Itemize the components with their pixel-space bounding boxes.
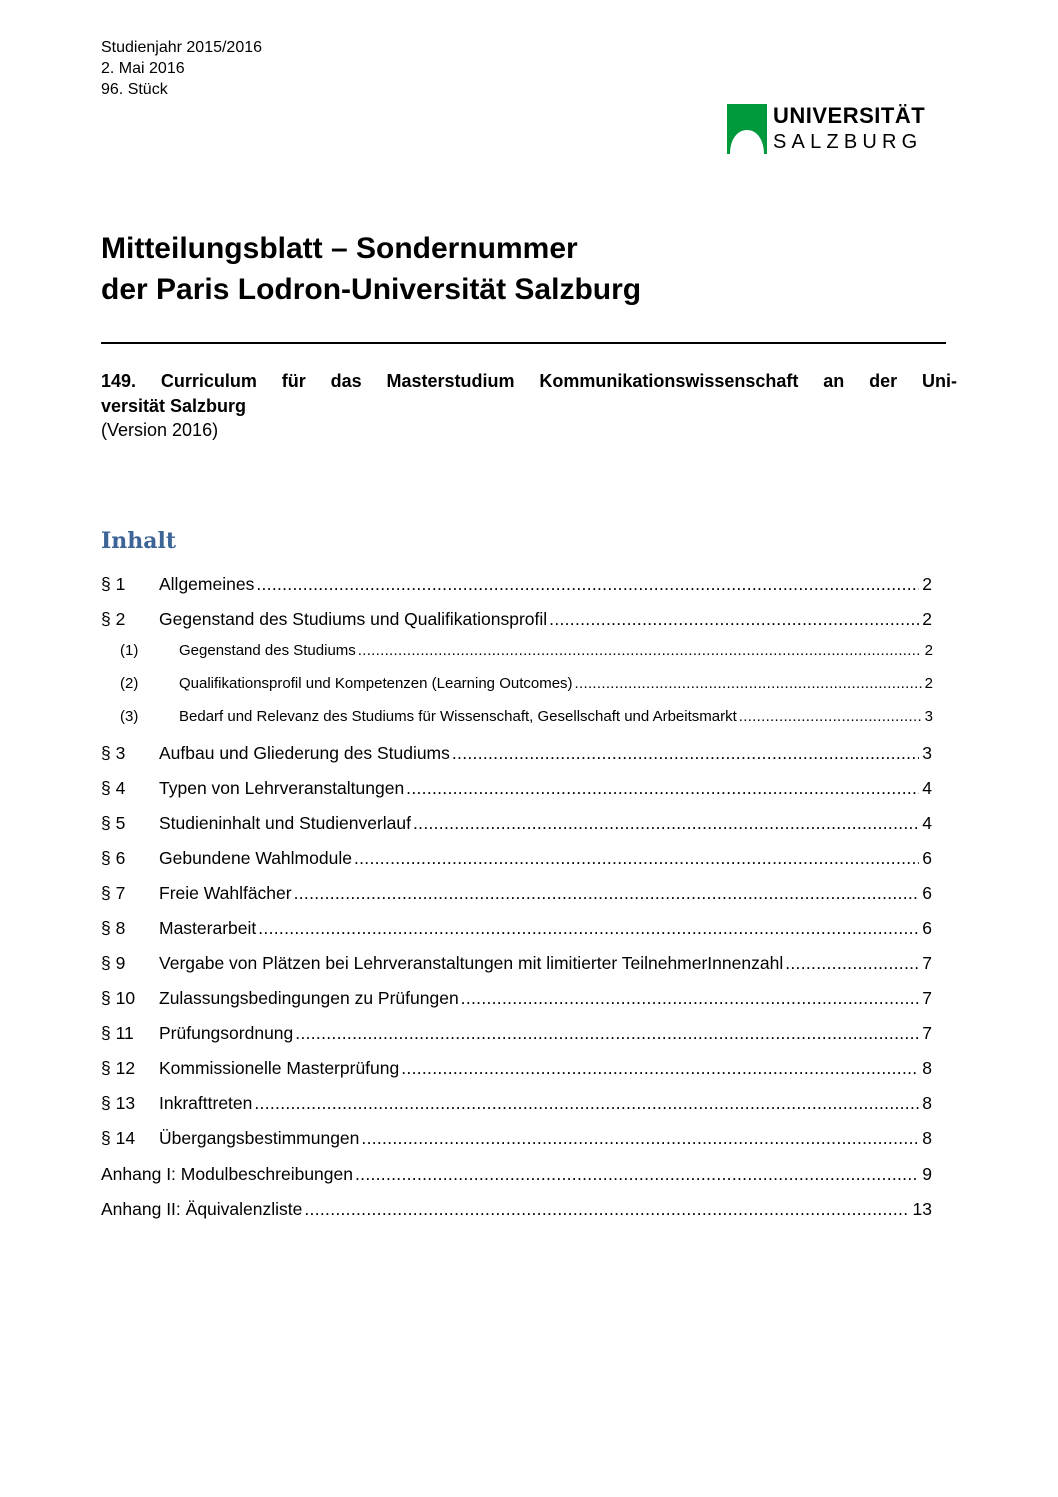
toc-entry-leader-dots — [294, 881, 920, 905]
toc-entry-label: Typen von Lehrveranstaltungen — [159, 778, 405, 798]
toc-entry-leader-dots — [295, 1021, 919, 1045]
toc-entry-number: § 13 — [101, 1093, 136, 1113]
toc-entry[interactable] — [101, 1197, 932, 1221]
toc-entry-number: § 4 — [101, 778, 126, 798]
curriculum-version: (Version 2016) — [101, 420, 219, 440]
toc-entry-page: 4 — [922, 778, 932, 798]
issue-number: 96. Stück — [101, 81, 168, 98]
toc-entry-page: 3 — [924, 708, 933, 725]
toc-entry-leader-dots — [401, 1056, 919, 1080]
toc-entry-number: § 14 — [101, 1128, 136, 1148]
toc-entry-page: 7 — [922, 1023, 932, 1043]
toc-entry-number: § 12 — [101, 1058, 136, 1078]
toc-entry-page: 4 — [922, 813, 932, 833]
toc-entry[interactable] — [101, 881, 932, 905]
toc-entry[interactable] — [101, 916, 932, 940]
curriculum-title-word: Masterstudium — [386, 371, 515, 391]
toc-entry[interactable] — [101, 1056, 932, 1080]
toc-entry-label: Gegenstand des Studiums — [179, 642, 356, 659]
toc-entry-leader-dots — [739, 707, 922, 727]
toc-entry[interactable] — [120, 707, 933, 727]
toc-entry-page: 2 — [922, 609, 932, 629]
toc-entry[interactable] — [101, 607, 932, 631]
toc-entry-number: § 3 — [101, 743, 126, 763]
toc-entry-page: 6 — [922, 883, 932, 903]
curriculum-title-word: Curriculum — [160, 371, 257, 391]
curriculum-title-word: für — [281, 371, 306, 391]
toc-entry-page: 6 — [922, 848, 932, 868]
toc-entry-label: Masterarbeit — [159, 918, 257, 938]
toc-entry-label: Studieninhalt und Studienverlauf — [159, 813, 411, 833]
logo-text-universitaet: UNIVERSITÄT — [773, 103, 926, 128]
toc-entry-leader-dots — [258, 916, 919, 940]
toc-entry-number: § 2 — [101, 609, 126, 629]
toc-entry-label: Gegenstand des Studiums und Qualifikationsprofil — [159, 609, 548, 629]
toc-entry-leader-dots — [461, 986, 920, 1010]
page-title-line1: Mitteilungsblatt – Sondernummer — [101, 232, 578, 265]
toc-entry[interactable] — [101, 1091, 932, 1115]
toc-entry-label: Kommissionelle Masterprüfung — [159, 1058, 400, 1078]
toc-entry[interactable] — [101, 1021, 932, 1045]
toc-entry-label: Gebundene Wahlmodule — [159, 848, 352, 868]
toc-entry-label: Prüfungsordnung — [159, 1023, 294, 1043]
toc-entry-number: § 6 — [101, 848, 126, 868]
toc-entry[interactable] — [101, 811, 932, 835]
toc-entry[interactable] — [101, 776, 932, 800]
toc-entry-page: 8 — [922, 1058, 932, 1078]
toc-entry-leader-dots — [413, 811, 919, 835]
toc-entry-leader-dots — [355, 1162, 919, 1186]
toc-entry-label: Zulassungsbedingungen zu Prüfungen — [159, 988, 459, 1008]
toc-entry[interactable] — [101, 741, 932, 765]
curriculum-title — [101, 369, 957, 419]
curriculum-title-word: Uni- — [921, 371, 957, 391]
toc-entry-page: 8 — [922, 1128, 932, 1148]
curriculum-title-word: Kommunikationswissenschaft — [539, 371, 799, 391]
toc-entry-leader-dots — [575, 674, 922, 694]
toc-entry-label: Vergabe von Plätzen bei Lehrveranstaltungen mit limitierter TeilnehmerInnenzahl — [159, 953, 784, 973]
toc-entry-page: 2 — [924, 675, 933, 692]
toc-entry-number: § 10 — [101, 988, 136, 1008]
toc-entry-leader-dots — [406, 776, 919, 800]
page-title — [101, 228, 641, 310]
toc-entry-label: Allgemeines — [159, 574, 255, 594]
toc-entry[interactable] — [101, 1162, 932, 1186]
toc-entry[interactable] — [101, 951, 932, 975]
toc-entry-page: 2 — [922, 574, 932, 594]
toc-entry-leader-dots — [256, 572, 919, 596]
curriculum-title-word: das — [330, 371, 362, 391]
toc-entry-number: (3) — [120, 708, 139, 725]
toc-entry-label: Aufbau und Gliederung des Studiums — [159, 743, 450, 763]
toc-entry[interactable] — [101, 846, 932, 870]
toc-entry-leader-dots — [254, 1091, 919, 1115]
toc-entry-leader-dots — [304, 1197, 909, 1221]
curriculum-title-line1 — [101, 369, 957, 394]
toc-entry-leader-dots — [549, 607, 919, 631]
toc-entry-number: § 7 — [101, 883, 126, 903]
page-title-line2: der Paris Lodron-Universität Salzburg — [101, 273, 642, 306]
toc-entry-number: (2) — [120, 675, 139, 692]
toc-entry-label: Übergangsbestimmungen — [159, 1128, 360, 1148]
toc-entry-page: 2 — [924, 642, 933, 659]
document-header-meta — [101, 37, 262, 100]
toc-entry-label: Bedarf und Relevanz des Studiums für Wissenschaft, Gesellschaft und Arbeitsmarkt — [179, 708, 737, 725]
toc-entry[interactable] — [101, 1126, 932, 1150]
toc-entry-leader-dots — [361, 1126, 919, 1150]
toc-entry-number: § 11 — [101, 1023, 134, 1043]
toc-entry-number: § 1 — [101, 574, 126, 594]
toc-entry-number: § 9 — [101, 953, 126, 973]
toc-entry-page: 7 — [922, 988, 932, 1008]
toc-entry-page: 13 — [912, 1199, 932, 1219]
toc-entry-page: 9 — [922, 1164, 932, 1184]
toc-entry-leader-dots — [354, 846, 919, 870]
curriculum-title-word: der — [869, 371, 898, 391]
toc-entry[interactable] — [101, 986, 932, 1010]
toc-entry-label: Anhang II: Äquivalenzliste — [101, 1199, 303, 1219]
university-logo-icon — [727, 104, 767, 156]
toc-entry-label: Anhang I: Modulbeschreibungen — [101, 1164, 353, 1184]
toc-entry-number: (1) — [120, 642, 139, 659]
toc-entry-label: Qualifikationsprofil und Kompetenzen (Learning Outcomes) — [179, 675, 573, 692]
toc-entry[interactable] — [120, 674, 933, 694]
toc-entry-page: 3 — [922, 743, 932, 763]
toc-entry[interactable] — [101, 572, 932, 596]
curriculum-title-line2: versität Salzburg — [101, 396, 247, 416]
curriculum-title-word: 149. — [101, 371, 137, 391]
toc-entry-leader-dots — [785, 951, 919, 975]
toc-entry-leader-dots — [452, 741, 919, 765]
toc-entry-label: Freie Wahlfächer — [159, 883, 292, 903]
university-logo — [727, 103, 937, 155]
toc-heading: Inhalt — [101, 528, 177, 554]
title-divider — [101, 342, 946, 344]
toc-entry-page: 8 — [922, 1093, 932, 1113]
logo-text-salzburg: SALZBURG — [773, 131, 923, 153]
toc-entry-number: § 8 — [101, 918, 126, 938]
toc-entry-page: 7 — [922, 953, 932, 973]
toc-entry[interactable] — [120, 641, 933, 661]
academic-year: Studienjahr 2015/2016 — [101, 39, 263, 56]
issue-date: 2. Mai 2016 — [101, 60, 185, 77]
toc-entry-number: § 5 — [101, 813, 126, 833]
toc-entry-leader-dots — [358, 641, 922, 661]
toc-entry-label: Inkrafttreten — [159, 1093, 253, 1113]
curriculum-title-word: an — [823, 371, 845, 391]
toc-entry-page: 6 — [922, 918, 932, 938]
